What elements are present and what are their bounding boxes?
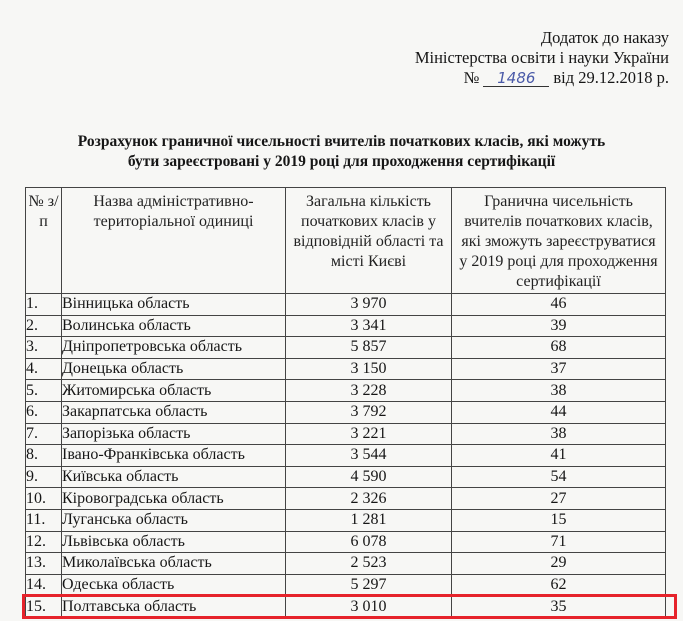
table-row <box>26 423 666 445</box>
total-classes: 5 857 <box>286 337 452 359</box>
document-title <box>0 132 683 172</box>
total-classes: 3 228 <box>286 380 452 402</box>
row-number: 12. <box>26 531 62 553</box>
total-classes: 1 281 <box>286 509 452 531</box>
teacher-limit: 39 <box>452 315 666 337</box>
teacher-limit: 54 <box>452 466 666 488</box>
table-row <box>26 553 666 575</box>
region-name: Волинська область <box>62 315 286 337</box>
total-classes: 5 297 <box>286 574 452 596</box>
total-classes: 3 970 <box>286 294 452 316</box>
region-name: Полтавська область <box>62 596 286 618</box>
table-row <box>26 445 666 467</box>
row-number: 13. <box>26 553 62 575</box>
region-name: Івано-Франківська область <box>62 445 286 467</box>
total-classes: 6 078 <box>286 531 452 553</box>
region-name: Закарпатська область <box>62 401 286 423</box>
teacher-limit: 29 <box>452 553 666 575</box>
total-classes: 2 523 <box>286 553 452 575</box>
column-header-name: Назва адміністративно-територіальної одиниці <box>62 188 286 294</box>
table-row <box>26 531 666 553</box>
teacher-limit: 46 <box>452 294 666 316</box>
column-header-total-classes: Загальна кількість початкових класів у відповідній області та місті Києві <box>286 188 452 294</box>
row-number: 5. <box>26 380 62 402</box>
row-number: 6. <box>26 401 62 423</box>
region-name: Житомирська область <box>62 380 286 402</box>
row-number: 9. <box>26 466 62 488</box>
certification-table <box>25 187 666 618</box>
teacher-limit: 15 <box>452 509 666 531</box>
total-classes: 3 792 <box>286 401 452 423</box>
table-row <box>26 337 666 359</box>
teacher-limit: 35 <box>452 596 666 618</box>
order-number-line <box>415 68 669 88</box>
row-number: 10. <box>26 488 62 510</box>
region-name: Київська область <box>62 466 286 488</box>
table-row <box>26 574 666 596</box>
header-line-2: Міністерства освіти і науки України <box>414 48 669 67</box>
row-number: 14. <box>26 574 62 596</box>
teacher-limit: 38 <box>452 423 666 445</box>
region-name: Дніпропетровська область <box>62 337 286 359</box>
teacher-limit: 37 <box>452 358 666 380</box>
region-name: Кіровоградська область <box>62 488 286 510</box>
region-name: Миколаївська область <box>62 553 286 575</box>
teacher-limit: 68 <box>452 337 666 359</box>
region-name: Одеська область <box>62 574 286 596</box>
row-number: 1. <box>26 294 62 316</box>
table-row <box>26 488 666 510</box>
column-header-teacher-limit: Гранична чисельність вчителів початкових класів, які зможуть зареєструватися у 2019 році для проходження сертифікації <box>452 188 666 294</box>
row-number: 7. <box>26 423 62 445</box>
teacher-limit: 38 <box>452 380 666 402</box>
region-name: Львівська область <box>62 531 286 553</box>
region-name: Луганська область <box>62 509 286 531</box>
order-header <box>415 28 669 88</box>
row-number: 15. <box>26 596 62 618</box>
row-number: 8. <box>26 445 62 467</box>
total-classes: 3 221 <box>286 423 452 445</box>
title-line-1: Розрахунок граничної чисельності вчителів початкових класів, які можуть <box>77 133 606 150</box>
total-classes: 2 326 <box>286 488 452 510</box>
teacher-limit: 27 <box>452 488 666 510</box>
table-row <box>26 380 666 402</box>
table-header-row <box>26 188 666 294</box>
row-number: 3. <box>26 337 62 359</box>
table-row <box>26 315 666 337</box>
teacher-limit: 71 <box>452 531 666 553</box>
table-row <box>26 466 666 488</box>
teacher-limit: 41 <box>452 445 666 467</box>
table-row <box>26 294 666 316</box>
table-row <box>26 401 666 423</box>
region-name: Донецька область <box>62 358 286 380</box>
teacher-limit: 62 <box>452 574 666 596</box>
total-classes: 3 150 <box>286 358 452 380</box>
total-classes: 3 010 <box>286 596 452 618</box>
handwritten-order-number: 1486 <box>483 70 549 87</box>
total-classes: 3 341 <box>286 315 452 337</box>
table-row <box>26 358 666 380</box>
row-number: 2. <box>26 315 62 337</box>
region-name: Запорізька область <box>62 423 286 445</box>
table-row <box>26 509 666 531</box>
column-header-number: № з/п <box>26 188 62 294</box>
table-body <box>26 294 666 618</box>
teacher-limit: 44 <box>452 401 666 423</box>
row-number: 11. <box>26 509 62 531</box>
row-number: 4. <box>26 358 62 380</box>
table-row <box>26 596 666 618</box>
order-date: від 29.12.2018 р. <box>553 68 669 87</box>
title-line-2: бути зареєстровані у 2019 році для проходження сертифікації <box>127 153 556 170</box>
header-line-1: Додаток до наказу <box>540 28 669 47</box>
region-name: Вінницька область <box>62 294 286 316</box>
total-classes: 3 544 <box>286 445 452 467</box>
total-classes: 4 590 <box>286 466 452 488</box>
number-prefix: № <box>463 68 480 87</box>
